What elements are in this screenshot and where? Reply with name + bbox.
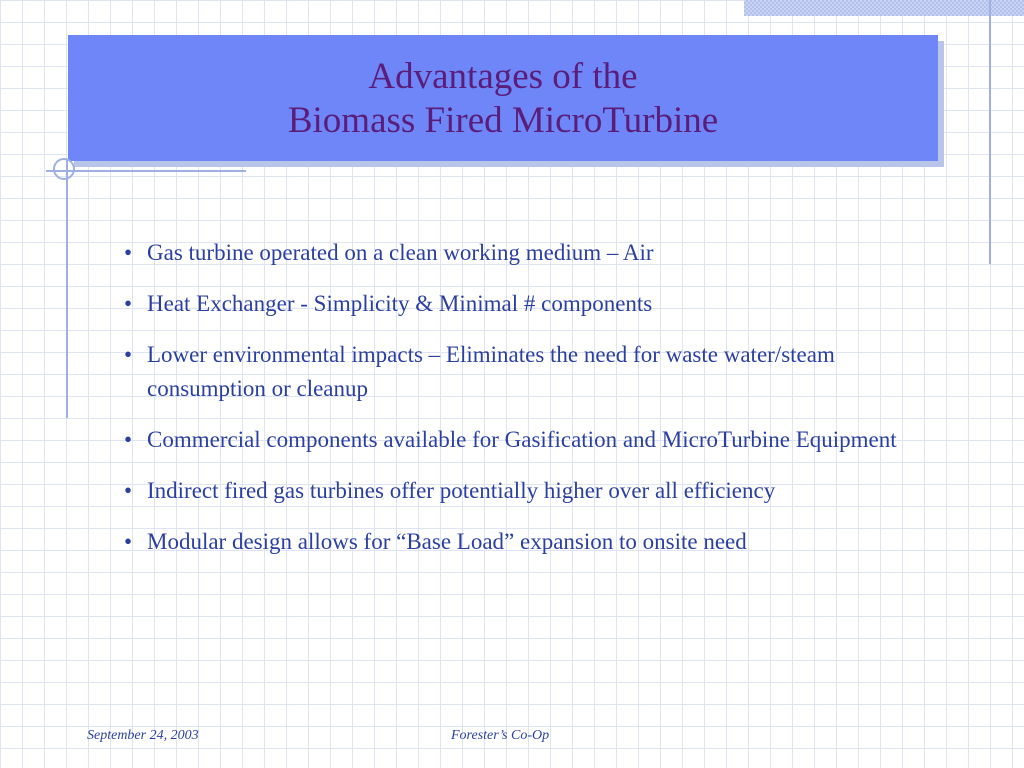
bullet-text: Commercial components available for Gasification and MicroTurbine Equipment: [147, 427, 897, 452]
horizontal-decorative-rule: [46, 170, 246, 172]
bullet-dot-icon: •: [124, 529, 133, 554]
slide-title-line-1: Advantages of the: [368, 56, 638, 97]
top-decorative-strip: [744, 0, 1024, 16]
bullet-text: Modular design allows for “Base Load” expansion to onsite need: [147, 529, 747, 554]
bullet-dot-icon: •: [124, 427, 133, 452]
bullet-dot-icon: •: [124, 240, 133, 265]
bullet-item: [120, 423, 950, 457]
bullet-text: Lower environmental impacts – Eliminates the need for waste water/steam consumption or cleanup: [147, 342, 835, 401]
bullet-item: [120, 474, 950, 508]
circle-marker-icon: [53, 158, 75, 180]
bullet-dot-icon: •: [124, 478, 133, 503]
bullet-list: [120, 236, 950, 576]
footer-organization: Forester’s Co-Op: [451, 728, 550, 743]
bullet-text: Heat Exchanger - Simplicity & Minimal # components: [147, 291, 653, 316]
bullet-dot-icon: •: [124, 342, 133, 367]
bullet-text: Gas turbine operated on a clean working medium – Air: [147, 240, 654, 265]
bullet-item: [120, 287, 950, 321]
bullet-dot-icon: •: [124, 291, 133, 316]
bullet-text: Indirect fired gas turbines offer potentially higher over all efficiency: [147, 478, 776, 503]
bullet-item: [120, 525, 950, 559]
slide-title-line-2: Biomass Fired MicroTurbine: [287, 100, 719, 141]
right-decorative-rule: [989, 0, 991, 264]
title-box: [68, 35, 938, 161]
footer-date: September 24, 2003: [87, 728, 199, 743]
bullet-item: [120, 338, 950, 406]
bullet-item: [120, 236, 950, 270]
left-decorative-rule: [66, 160, 68, 418]
